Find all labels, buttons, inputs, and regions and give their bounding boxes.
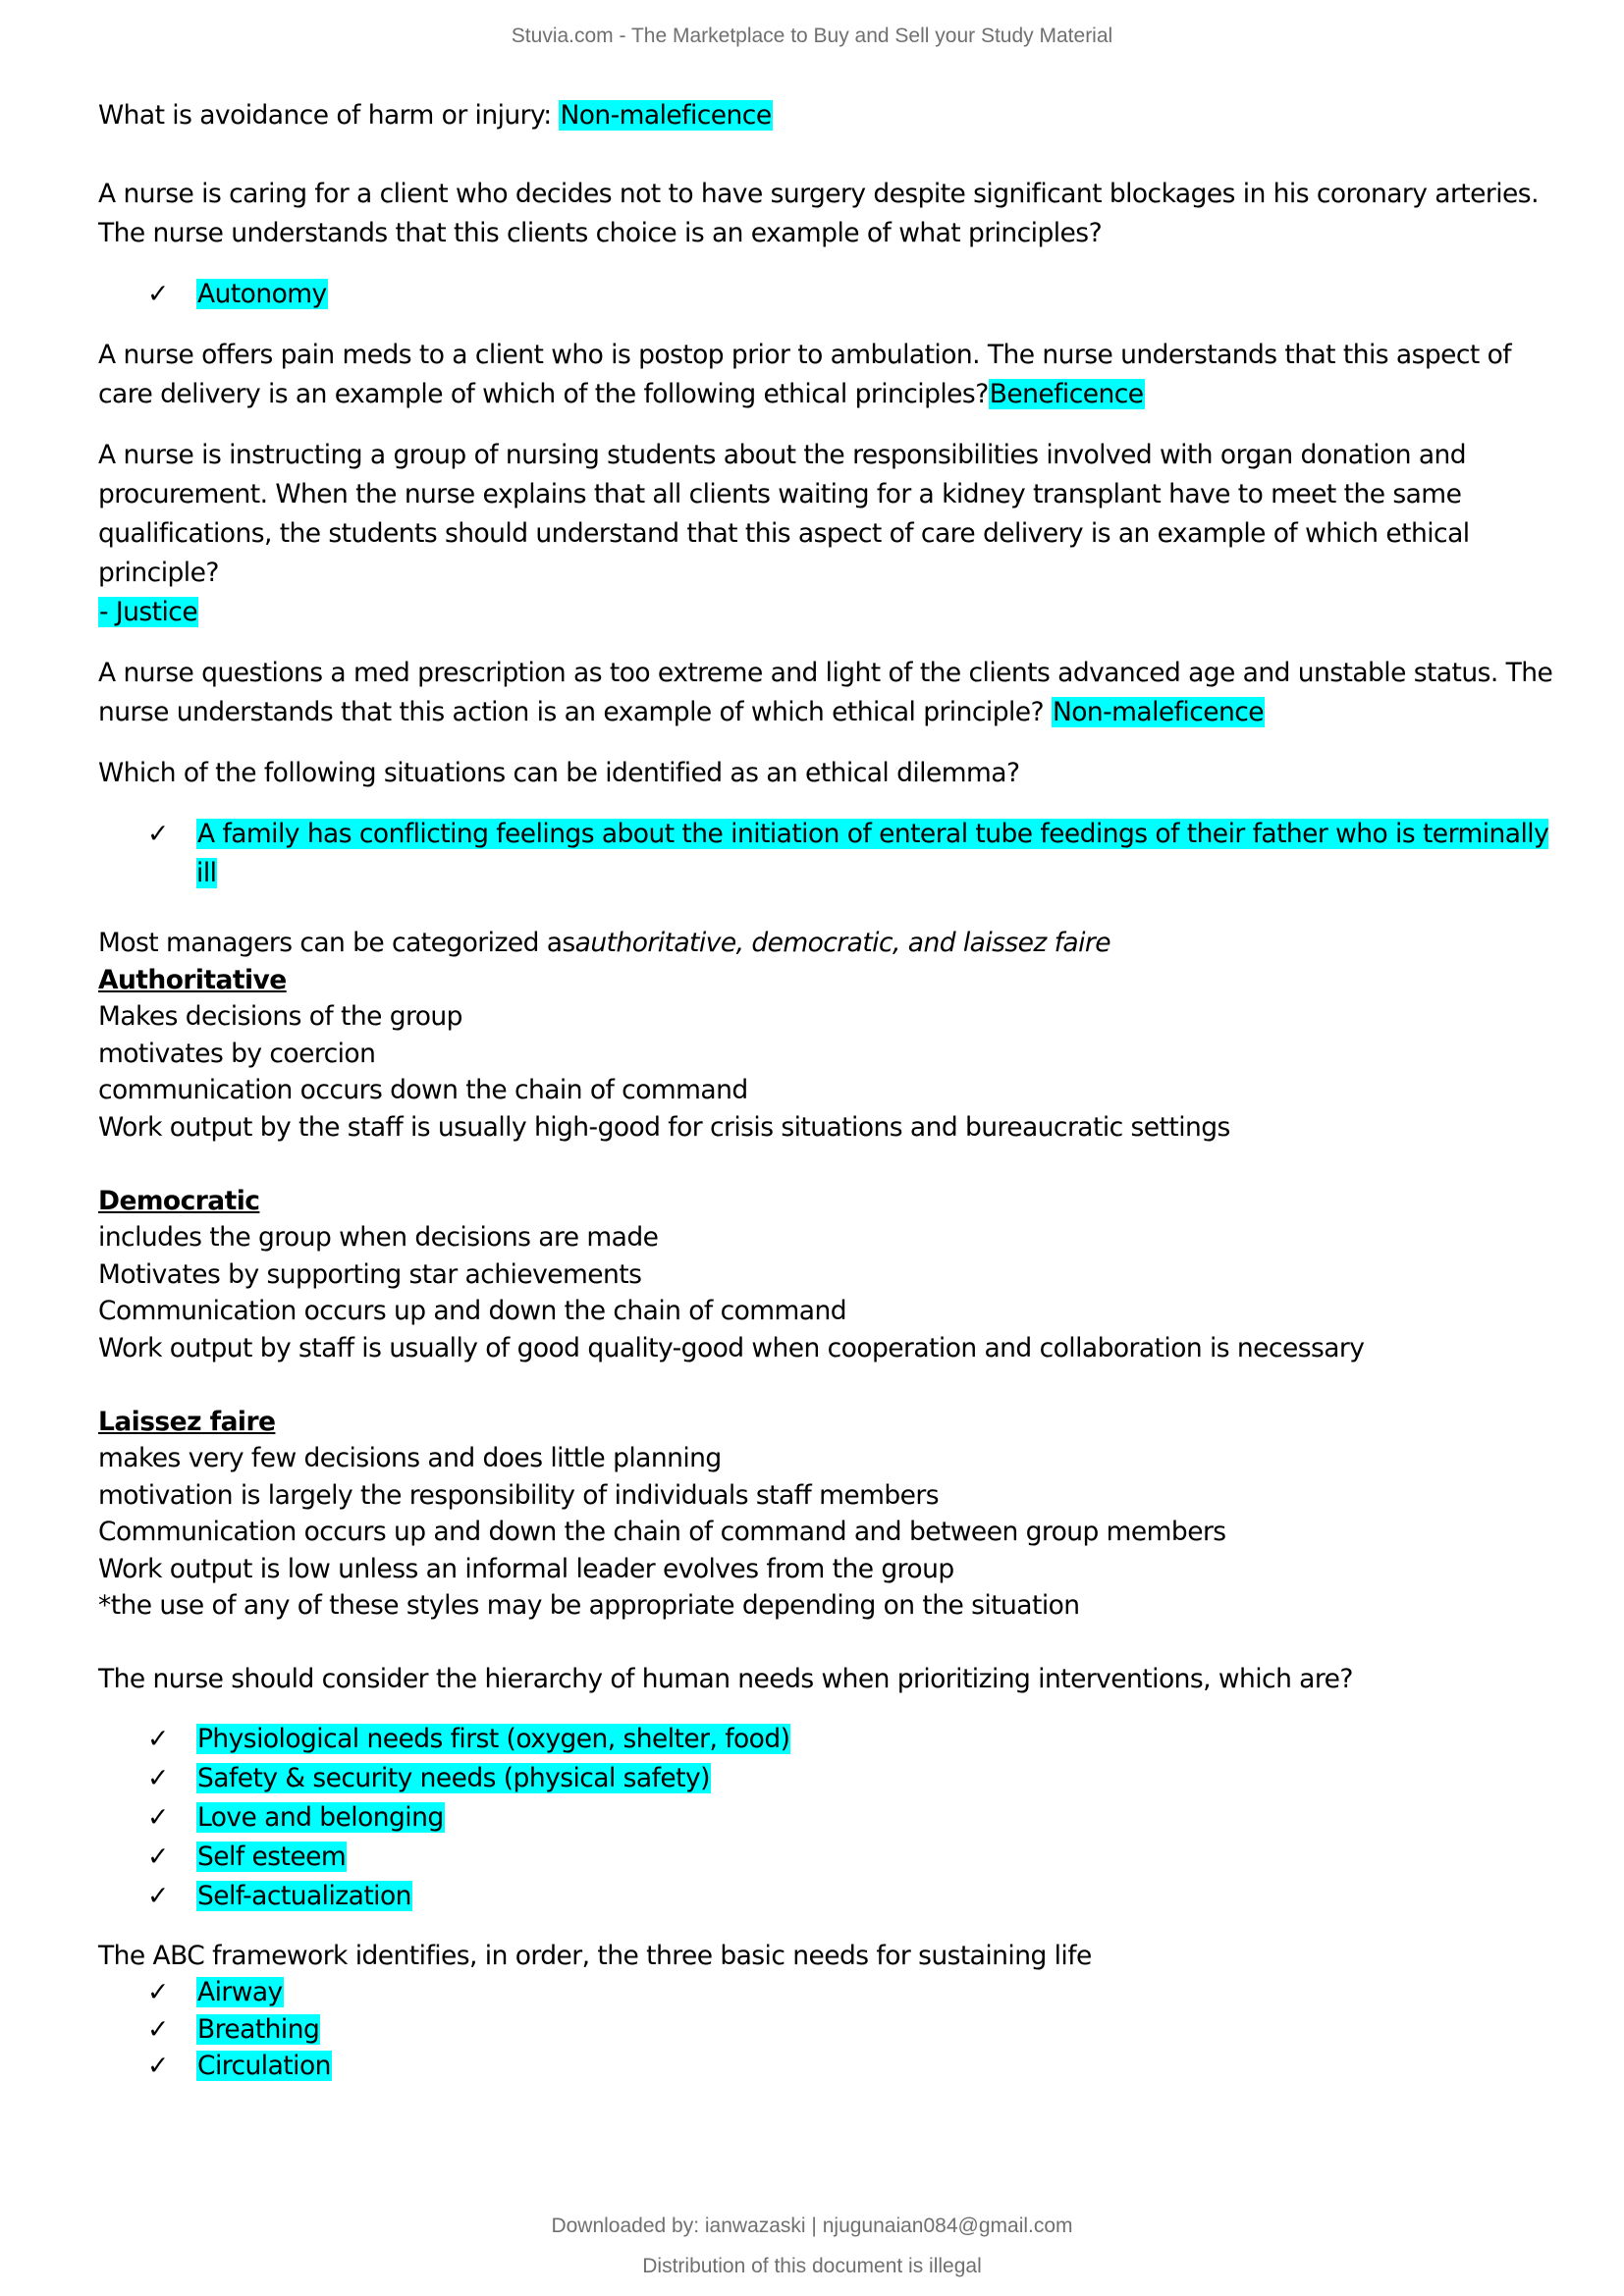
- footer-downloaded: Downloaded by: ianwazaski | njugunaian084@gmail.com: [551, 2215, 1073, 2237]
- checkmark-icon: ✓: [147, 1762, 169, 1793]
- answer-highlight: Non-maleficence: [560, 100, 772, 131]
- line: makes very few decisions and does little planning: [98, 1443, 722, 1473]
- answer-highlight: Safety & security needs (physical safety): [197, 1762, 710, 1793]
- list-item: [147, 1759, 1571, 1798]
- question-text: A nurse offers pain meds to a client who is postop prior to ambulation. The nurse understands that this aspect of care delivery is an example of which of the following ethical principles?: [98, 340, 1512, 409]
- line: Communication occurs up and down the chain of command and between group members: [98, 1517, 1226, 1547]
- question-text: A nurse questions a med prescription as too extreme and light of the clients advanced age and unstable status. The nurse understands that this action is an example of which ethical principle?: [98, 658, 1553, 727]
- list-item: [147, 1877, 1571, 1916]
- list-item: [147, 1798, 1571, 1838]
- question-hierarchy: The nurse should consider the hierarchy of human needs when prioritizing interventions, which are?: [98, 1664, 1353, 1694]
- answer-highlight: Breathing: [197, 2013, 320, 2045]
- line: includes the group when decisions are made: [98, 1222, 659, 1253]
- intro-text: Most managers can be categorized as: [98, 928, 575, 958]
- checkmark-icon: ✓: [147, 1801, 169, 1833]
- checkmark-icon: ✓: [147, 2013, 169, 2045]
- answer-highlight: Self-actualization: [197, 1880, 411, 1911]
- question-abc: The ABC framework identifies, in order, the three basic needs for sustaining life: [98, 1940, 1092, 1971]
- checkmark-icon: ✓: [147, 1723, 169, 1754]
- checkmark-icon: ✓: [147, 1841, 169, 1872]
- answer-line: [98, 593, 1571, 632]
- list-item: [147, 2011, 1571, 2049]
- abc-section: [98, 1938, 1571, 2085]
- managers-intro: [98, 925, 1571, 962]
- line: motivation is largely the responsibility of individuals staff members: [98, 1479, 939, 1511]
- list-item: [147, 1974, 1571, 2011]
- question-pain-meds: [98, 336, 1571, 414]
- line: Work output by the staff is usually high-good for crisis situations and bureaucratic settings: [98, 1111, 1230, 1143]
- line: *the use of any of these styles may be appropriate depending on the situation: [98, 1590, 1080, 1621]
- answer-highlight: Circulation: [197, 2051, 331, 2081]
- document-body: [98, 96, 1571, 2085]
- answer-highlight: Airway: [197, 1977, 283, 2007]
- list-item: [147, 275, 1571, 314]
- line: Work output by staff is usually of good quality-good when cooperation and collaboration is necessary: [98, 1332, 1365, 1363]
- answer-highlight: Non-maleficence: [1052, 697, 1265, 727]
- section-title-democratic: Democratic: [98, 1185, 260, 1216]
- answer-highlight: Physiological needs first (oxygen, shelter, food): [197, 1723, 790, 1754]
- hierarchy-list: [98, 1720, 1571, 1916]
- question-text: What is avoidance of harm or injury:: [98, 100, 560, 131]
- list-item: [147, 1838, 1571, 1877]
- answer-highlight: Beneficence: [989, 379, 1144, 409]
- checkmark-icon: ✓: [147, 2051, 169, 2081]
- line: communication occurs down the chain of command: [98, 1075, 748, 1105]
- line: Work output is low unless an informal leader evolves from the group: [98, 1553, 954, 1584]
- answer-highlight: - Justice: [99, 597, 198, 627]
- checkmark-icon: ✓: [147, 279, 169, 309]
- checkmark-icon: ✓: [147, 1880, 169, 1911]
- list-item: [147, 2048, 1571, 2085]
- question-organ-donation: A nurse is instructing a group of nursing students about the responsibilities involved with organ donation and procurement. When the nurse explains that all clients waiting for a kidney transplant have to meet the same qualifications, the students should understand that this aspect of care delivery is an example of which ethical principle?: [98, 440, 1470, 588]
- line: Motivates by supporting star achievements: [98, 1258, 642, 1290]
- stuvia-header: Stuvia.com - The Marketplace to Buy and Sell your Study Material: [511, 25, 1113, 47]
- styles-text: authoritative, democratic, and laissez faire: [574, 928, 1111, 958]
- answer-highlight: Self esteem: [197, 1841, 347, 1872]
- list-item: [147, 815, 1571, 893]
- line: motivates by coercion: [98, 1038, 376, 1069]
- checkmark-icon: ✓: [147, 1977, 169, 2007]
- abc-list: [98, 1974, 1571, 2085]
- manager-styles-section: [98, 925, 1571, 1698]
- line: Communication occurs up and down the chain of command: [98, 1296, 846, 1326]
- footer-distribution: Distribution of this document is illegal: [642, 2255, 982, 2277]
- question-avoidance-of-harm: [98, 96, 1571, 135]
- checkmark-icon: ✓: [147, 819, 169, 849]
- list-item: [147, 1720, 1571, 1759]
- answer-highlight: A family has conflicting feelings about the initiation of enteral tube feedings of their father who is terminally ill: [196, 819, 1549, 888]
- question-surgery-choice: A nurse is caring for a client who decides not to have surgery despite significant blockages in his coronary arteries. The nurse understands that this clients choice is an example of what principles?: [98, 179, 1539, 248]
- answer-list: [98, 815, 1571, 893]
- question-ethical-dilemma: Which of the following situations can be identified as an ethical dilemma?: [98, 758, 1020, 788]
- answer-list: [98, 275, 1571, 314]
- question-med-prescription: [98, 654, 1571, 732]
- line: Makes decisions of the group: [98, 1001, 462, 1032]
- section-title-authoritative: Authoritative: [98, 964, 287, 995]
- answer-highlight: Autonomy: [197, 279, 327, 309]
- section-title-laissez-faire: Laissez faire: [98, 1406, 276, 1437]
- answer-highlight: Love and belonging: [197, 1801, 444, 1833]
